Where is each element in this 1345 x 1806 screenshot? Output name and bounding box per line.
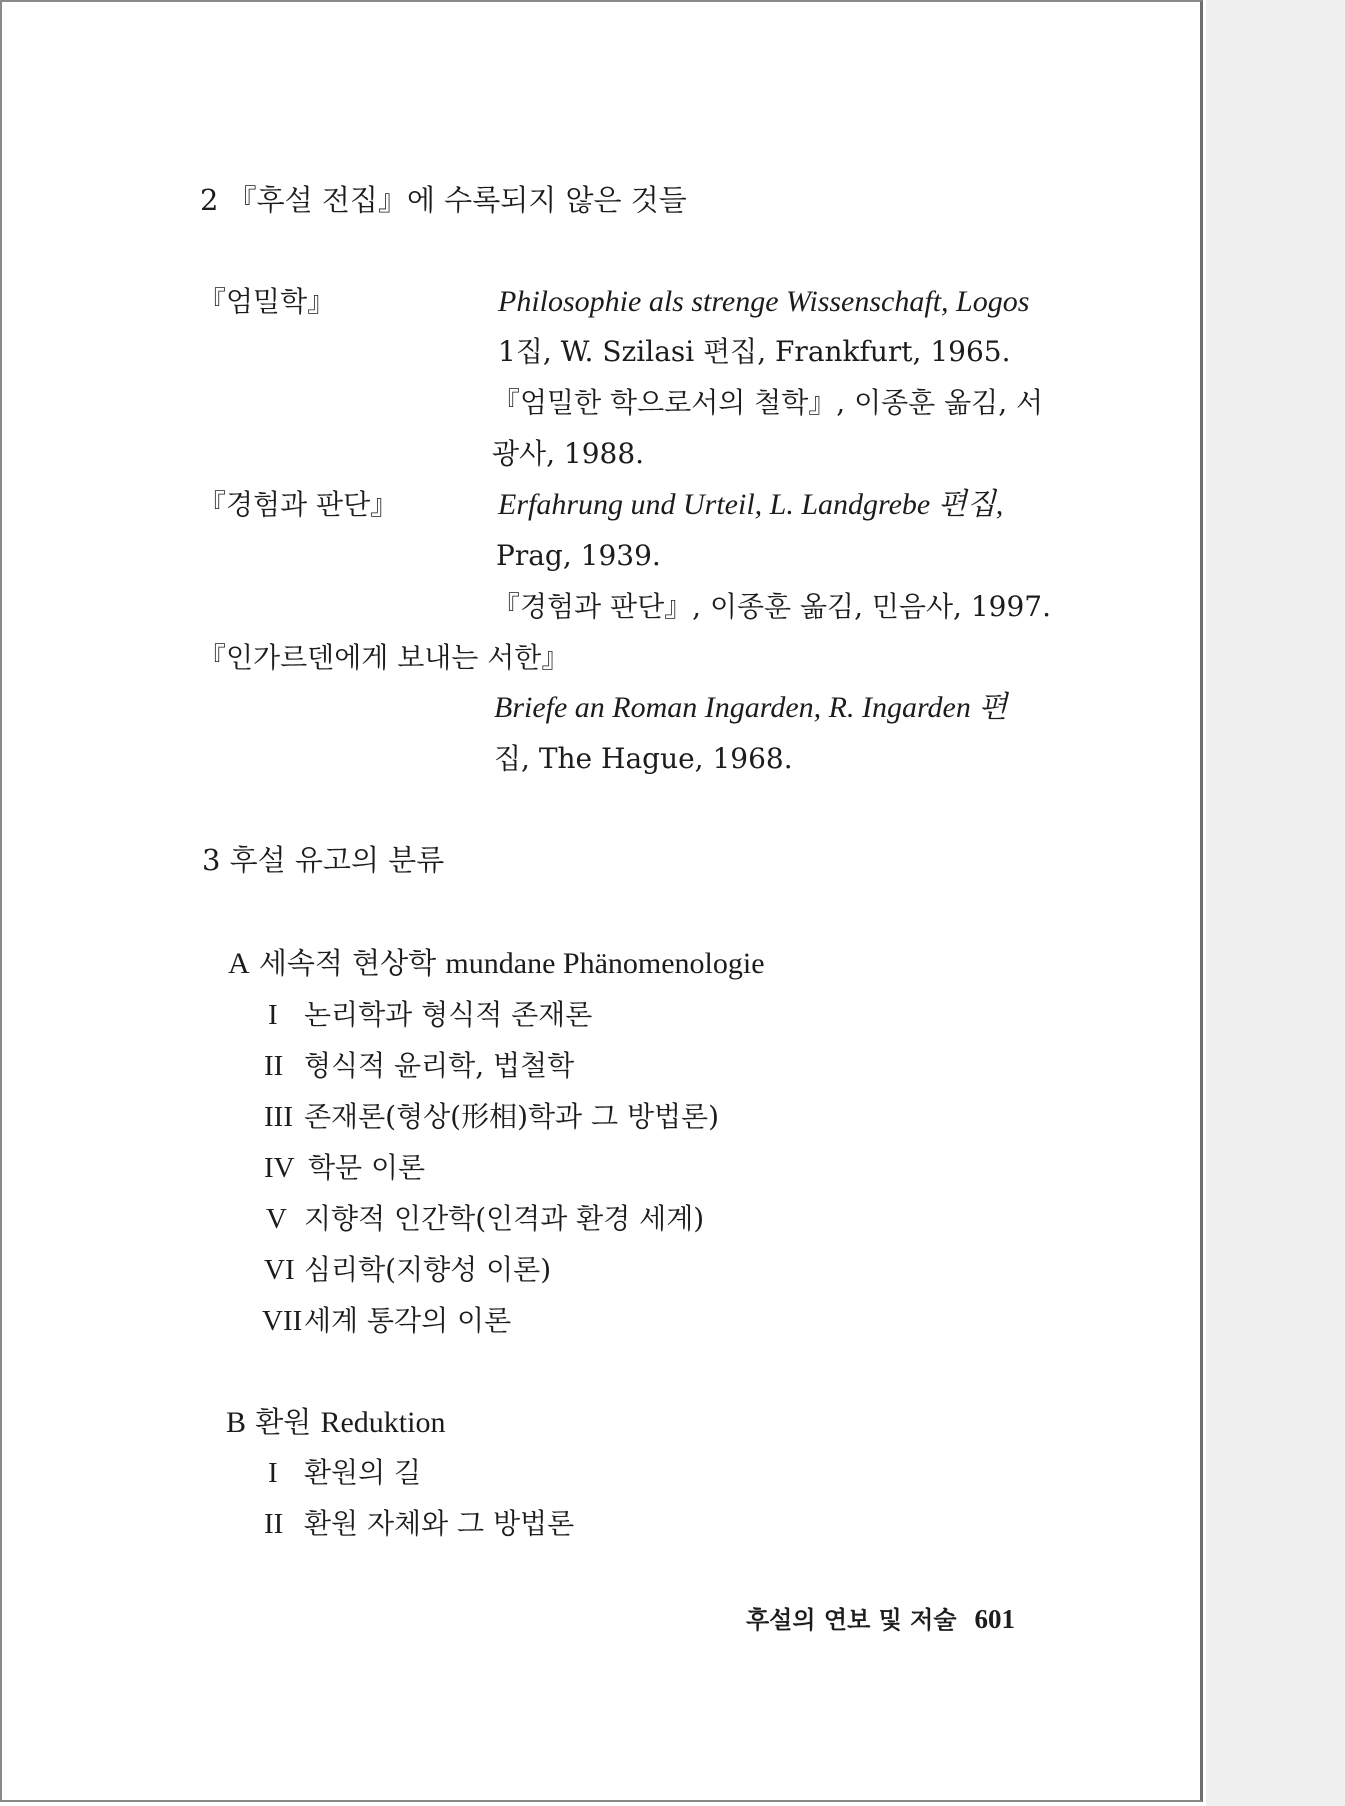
entry-3-line-1 xyxy=(494,690,1007,726)
group-b-title-latin: Reduktion xyxy=(320,1406,446,1439)
group-b-title: 환원 xyxy=(255,1405,312,1439)
group-b-item-1-text: 환원의 길 xyxy=(304,1456,422,1489)
group-b-item-2-text: 환원 자체와 그 방법론 xyxy=(304,1507,575,1540)
entry-2-line-2: Prag, 1939. xyxy=(496,539,661,572)
entry-1-line-1-text: Philosophie als strenge Wissenschaft, Logos xyxy=(498,285,1030,318)
entry-3-line-2: 집, The Hague, 1968. xyxy=(494,742,793,775)
group-a-item-1-num: I xyxy=(268,999,278,1031)
section-2-heading: 2 『후설 전집』에 수록되지 않은 것들 xyxy=(200,183,687,217)
entry-1-line-4: 광사, 1988. xyxy=(492,437,645,470)
entry-title-3: 『인가르덴에게 보내는 서한』 xyxy=(198,641,570,674)
group-a-item-1-text: 논리학과 형식적 존재론 xyxy=(304,998,593,1031)
group-a-item-4-text: 학문 이론 xyxy=(308,1151,426,1184)
group-a-item-6-text: 심리학(지향성 이론) xyxy=(304,1253,552,1286)
section-3-heading: 3 후설 유고의 분류 xyxy=(202,843,445,877)
page-footer xyxy=(746,1602,1015,1637)
group-a-item-7-num: VII xyxy=(262,1305,303,1337)
entry-2-line-1 xyxy=(498,487,1003,523)
entry-1-line-1 xyxy=(498,284,1029,320)
group-a-item-5-num: V xyxy=(266,1203,287,1235)
group-a-item-6-num: VI xyxy=(264,1254,295,1286)
group-a-title: 세속적 현상학 xyxy=(258,946,437,980)
group-a-item-7-text: 세계 통각의 이론 xyxy=(304,1304,512,1337)
running-title: 후설의 연보 및 저술 xyxy=(746,1606,957,1634)
group-a-letter: A xyxy=(228,947,250,980)
group-b-item-2-num: II xyxy=(264,1508,284,1540)
group-a-item-2-text: 형식적 윤리학, 법철학 xyxy=(304,1049,575,1082)
group-a-heading xyxy=(228,945,765,982)
group-a-title-latin: mundane Phänomenologie xyxy=(445,947,765,980)
group-a-item-5-text: 지향적 인간학(인격과 환경 세계) xyxy=(304,1202,705,1235)
group-a-item-3-num: III xyxy=(264,1101,293,1133)
entry-title-2: 『경험과 판단』 xyxy=(198,488,399,521)
group-b-item-1-num: I xyxy=(268,1457,278,1489)
entry-title-1: 『엄밀학』 xyxy=(198,285,336,318)
entry-2-line-3: 『경험과 판단』, 이종훈 옮김, 민음사, 1997. xyxy=(492,590,1051,623)
group-b-heading xyxy=(226,1404,445,1441)
group-b-letter: B xyxy=(226,1406,247,1439)
group-a-item-3-text: 존재론(형상(形相)학과 그 방법론) xyxy=(304,1100,720,1133)
entry-1-line-3: 『엄밀한 학으로서의 철학』, 이종훈 옮김, 서 xyxy=(492,386,1044,419)
page-number: 601 xyxy=(974,1604,1016,1634)
viewer-background xyxy=(1206,0,1345,1806)
group-a-item-4-num: IV xyxy=(264,1152,295,1184)
entry-1-line-2: 1집, W. Szilasi 편집, Frankfurt, 1965. xyxy=(498,335,1011,368)
entry-3-line-1-text: Briefe an Roman Ingarden, R. Ingarden 편 xyxy=(494,691,1008,724)
entry-2-line-1-text: Erfahrung und Urteil, L. Landgrebe 편집, xyxy=(498,488,1004,521)
group-a-item-2-num: II xyxy=(264,1050,284,1082)
